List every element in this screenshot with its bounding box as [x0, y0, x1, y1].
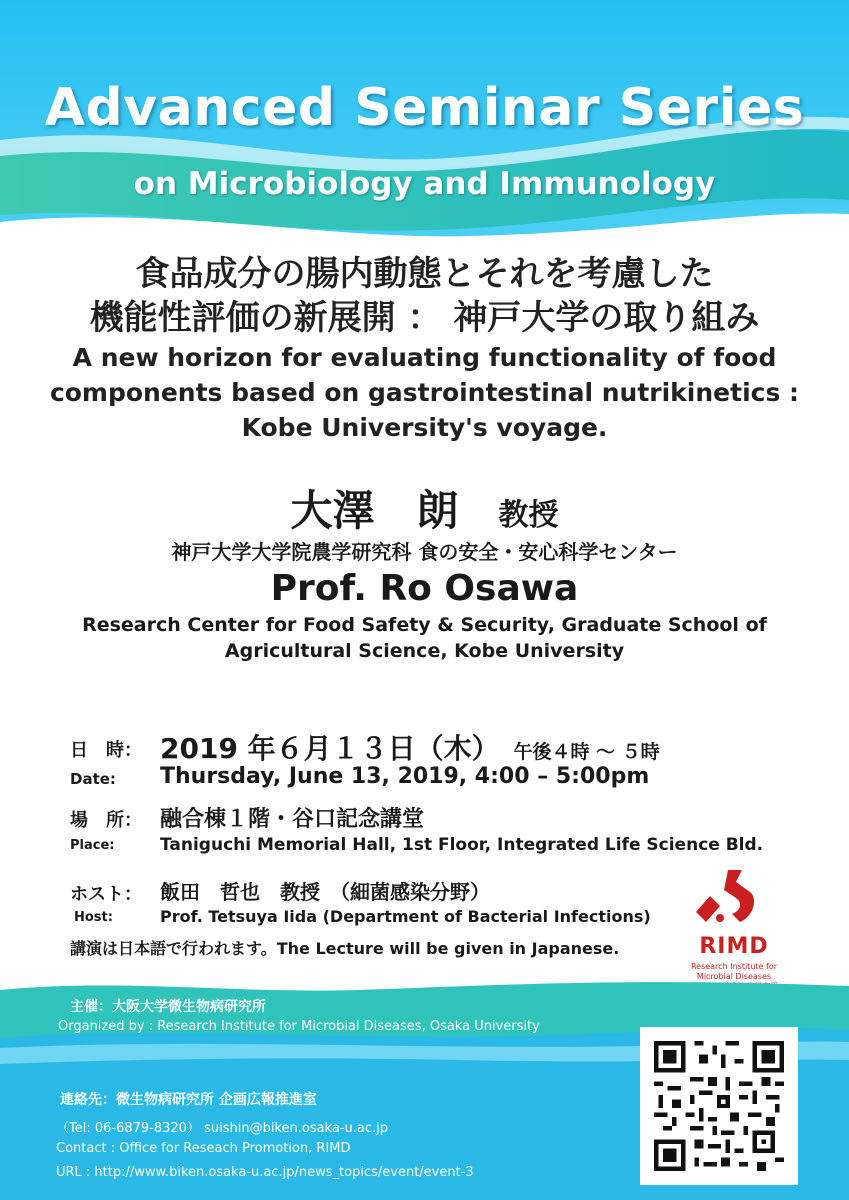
date-label-jp: 日 時：: [70, 740, 142, 761]
time-jp: 午後４時 ～ ５時: [513, 741, 660, 763]
series-title: Advanced Seminar Series: [44, 78, 805, 138]
host-label-jp: ホスト：: [70, 884, 142, 905]
place-label-jp: 場 所：: [70, 810, 142, 831]
talk-title-en-line2: components based on gastrointestinal nutrikinetics :: [49, 378, 800, 407]
date-jp-text: 2019 年６月１３日（木）: [160, 732, 500, 765]
qr-code-pattern: [654, 1041, 784, 1171]
host-jp: 飯田 哲也 教授 （細菌感染分野）: [160, 880, 490, 904]
organizer-en: Organized by : Research Institute for Microbial Diseases, Osaka University: [58, 1019, 540, 1034]
rimd-logo-sub2: Microbial Diseases: [696, 972, 772, 981]
speaker-name-jp-text: 大澤 朗: [290, 486, 459, 535]
series-subtitle: on Microbiology and Immunology: [133, 166, 716, 202]
host-label-en: Host:: [74, 910, 113, 925]
date-label-en: Date:: [70, 770, 116, 788]
contact-jp: 連絡先：微生物病研究所 企画広報推進室: [60, 1092, 317, 1108]
host-en: Prof. Tetsuya Iida (Department of Bacterial Infections): [160, 907, 651, 926]
rimd-logo-name: RIMD: [699, 934, 769, 959]
speaker-affiliation-jp: 神戸大学大学院農学研究科 食の安全・安心科学センター: [171, 540, 678, 564]
language-note: 講演は日本語で行われます。The Lecture will be given in Japanese.: [70, 939, 620, 958]
rimd-logo-icon: [690, 866, 770, 934]
place-label-en: Place:: [70, 838, 115, 853]
speaker-name-en: Prof. Ro Osawa: [270, 568, 579, 609]
speaker-name-jp: [0, 478, 849, 538]
speaker-role-jp: 教授: [498, 498, 559, 533]
talk-title-jp-line2: 機能性評価の新展開 ： 神戸大学の取り組み: [89, 298, 760, 338]
organizer-jp: 主催：大阪大学微生物病研究所: [70, 999, 266, 1015]
speaker-affiliation-en-line2: Agricultural Science, Kobe University: [224, 640, 625, 662]
place-en: Taniguchi Memorial Hall, 1st Floor, Integrated Life Science Bld.: [160, 835, 764, 855]
event-url[interactable]: URL : http://www.biken.osaka-u.ac.jp/news_topics/event/event-3: [56, 1165, 474, 1180]
talk-title-jp-line1: 食品成分の腸内動態とそれを考慮した: [135, 254, 714, 294]
date-en: Thursday, June 13, 2019, 4:00 – 5:00pm: [160, 764, 650, 789]
contact-tel-email: （Tel: 06-6879-8320） suishin@biken.osaka-u.ac.jp: [56, 1121, 388, 1136]
speaker-affiliation-en-line1: Research Center for Food Safety & Security, Graduate School of: [82, 614, 767, 636]
contact-en: Contact : Office for Reseach Promotion, RIMD: [56, 1141, 351, 1156]
talk-title-en-line1: A new horizon for evaluating functionality of food: [72, 343, 777, 372]
talk-title-en-line3: Kobe University's voyage.: [241, 413, 608, 442]
place-jp: 融合棟１階・谷口記念講堂: [160, 807, 425, 832]
rimd-logo-sub1: Research Institute for: [690, 962, 777, 971]
date-jp: [160, 727, 660, 767]
qr-code-icon[interactable]: [640, 1027, 798, 1185]
